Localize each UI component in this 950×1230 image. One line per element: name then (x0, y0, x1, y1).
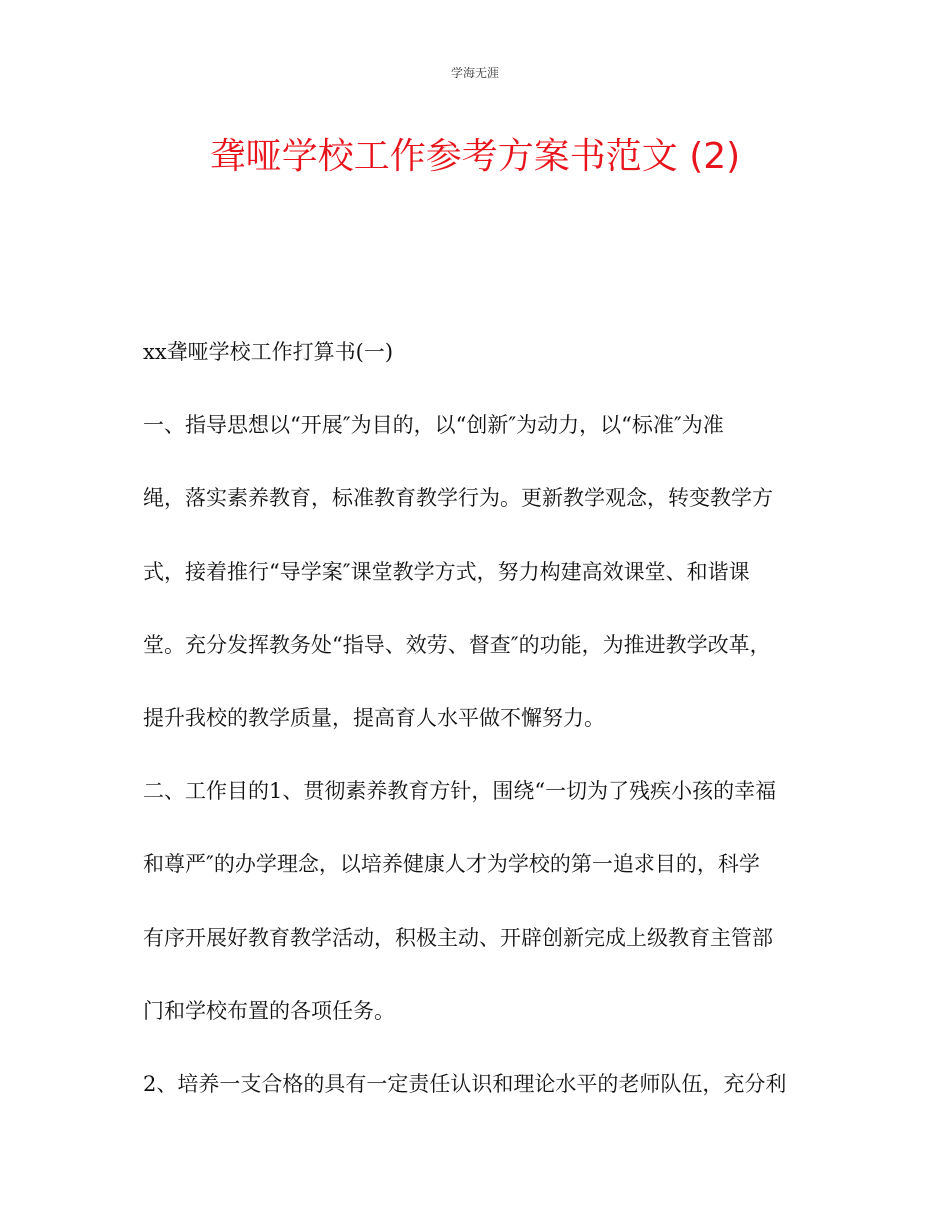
body-line: 式，接着推行“导学案″课堂教学方式，努力构建高效课堂、和谐课 (143, 559, 750, 584)
body-line: 2、培养一支合格的具有一定责任认识和理论水平的老师队伍，充分利 (143, 1071, 787, 1096)
page-header: 学海无涯 (450, 66, 499, 80)
body-line: 二、工作目的1、贯彻素养教育方针，围绕“一切为了残疾小孩的幸福 (143, 779, 777, 804)
document-body (143, 316, 811, 1121)
body-line: 绳，落实素养教育，标准教育教学行为。更新教学观念，转变教学方 (143, 486, 773, 511)
body-line: 门和学校布置的各项任务。 (143, 998, 395, 1023)
body-line: 提升我校的教学质量，提高育人水平做不懈努力。 (143, 705, 605, 730)
body-line: 堂。充分发挥教务处“指导、效劳、督查″的功能，为推进教学改革， (143, 632, 771, 657)
document-title: 聋哑学校工作参考方案书范文 (2) (209, 136, 741, 177)
body-line: 和尊严″的办学理念，以培养健康人才为学校的第一追求目的，科学 (143, 852, 760, 877)
body-line-subtitle: xx聋哑学校工作打算书(一) (143, 340, 394, 364)
body-line: 一、指导思想以“开展″为目的，以“创新″为动力，以“标准″为准 (143, 413, 724, 438)
body-line: 有序开展好教育教学活动，积极主动、开辟创新完成上级教育主管部 (143, 925, 773, 950)
